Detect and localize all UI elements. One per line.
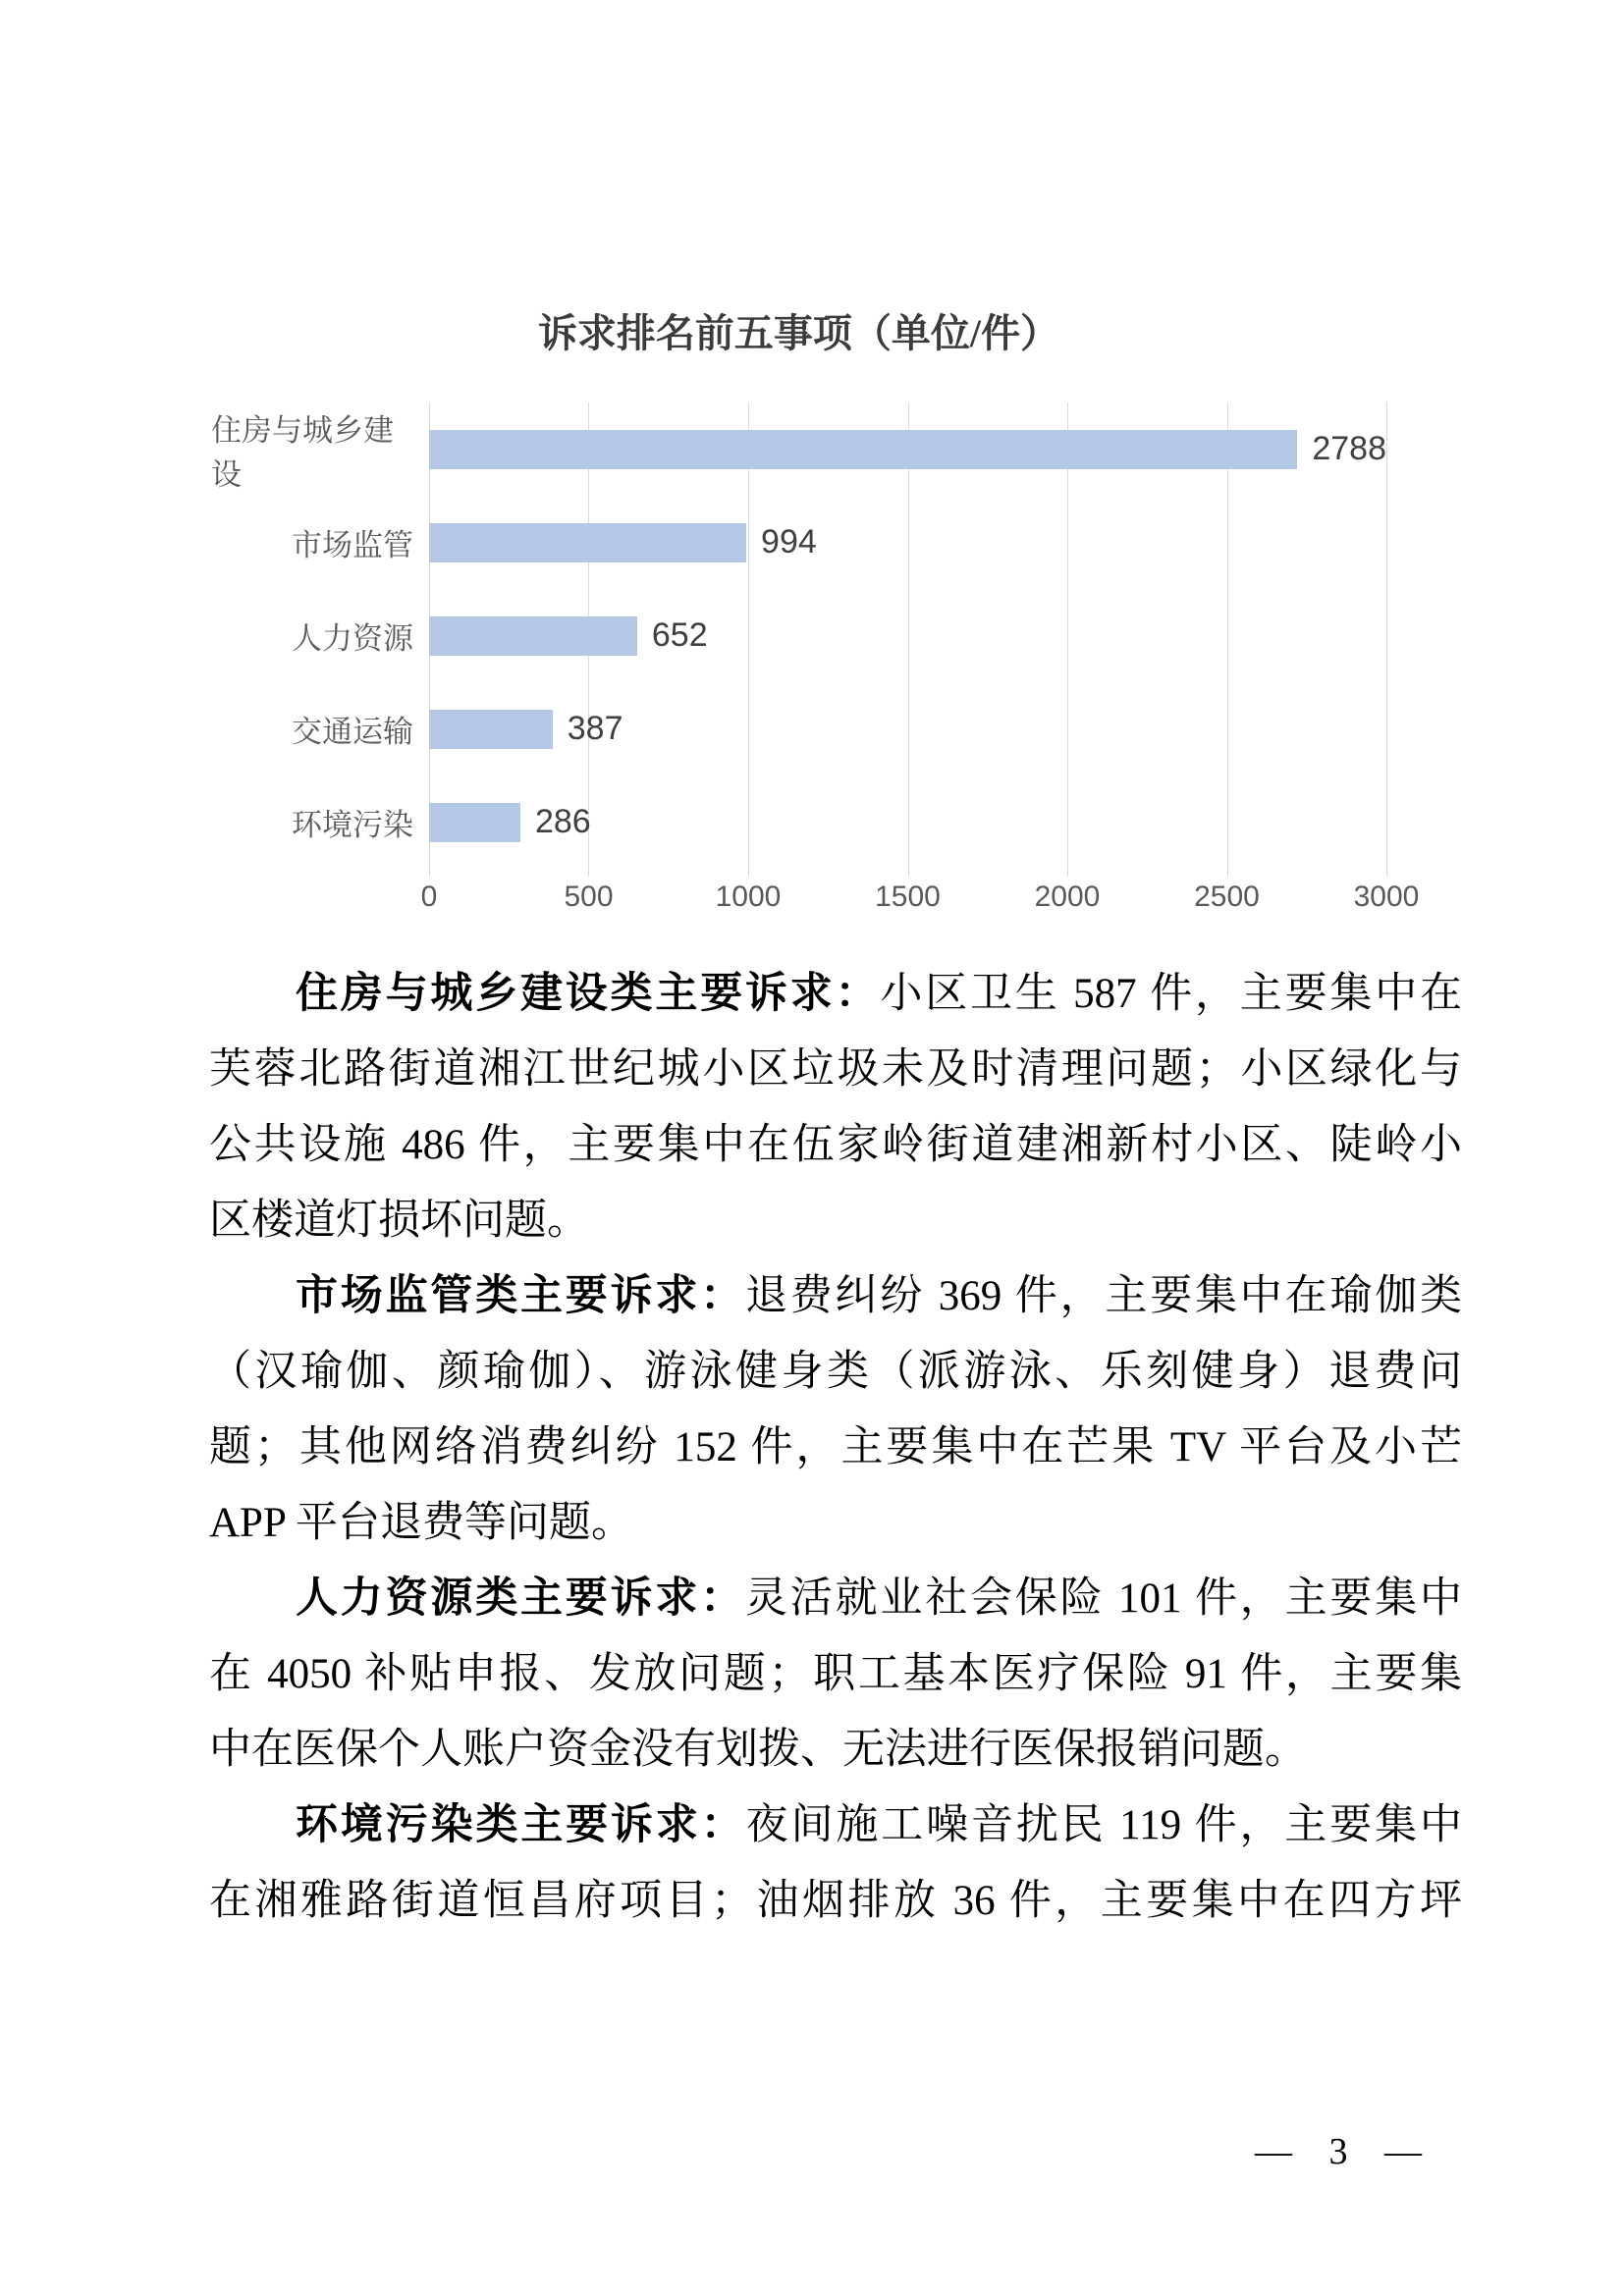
document-text	[209, 956, 1462, 1939]
paragraph-lead: 人力资源类主要诉求：	[296, 1575, 745, 1622]
bar-row	[429, 402, 1386, 496]
x-axis-tick: 1500	[875, 881, 941, 913]
text-line	[209, 956, 1462, 1032]
category-label: 交通运输	[292, 715, 413, 749]
paragraph-lead: 环境污染类主要诉求：	[296, 1801, 746, 1848]
paragraph-lead: 市场监管类主要诉求：	[296, 1272, 745, 1319]
x-axis-tick: 500	[564, 881, 614, 913]
paragraph-text: 灵活就业社会保险 101 件，主要集中	[745, 1575, 1462, 1622]
text-line: 在湘雅路街道恒昌府项目；油烟排放 36 件，主要集中在四方坪	[209, 1878, 1462, 1924]
x-axis-tick: 3000	[1353, 881, 1420, 913]
paragraph-text: 夜间施工噪音扰民 119 件，主要集中	[745, 1802, 1463, 1848]
bar-row	[429, 496, 1386, 589]
text-line	[209, 1788, 1462, 1863]
x-axis-tick: 0	[420, 881, 438, 913]
paragraph-text: 小区卫生 587 件，主要集中在	[880, 971, 1463, 1017]
x-axis-tick: 2000	[1034, 881, 1101, 913]
bar-row	[429, 682, 1386, 775]
text-line	[209, 1258, 1462, 1334]
chart-title: 诉求排名前五事项（单位/件）	[537, 311, 1060, 355]
text-line	[209, 1561, 1462, 1636]
x-axis-tick: 1000	[715, 881, 782, 913]
value-axis	[420, 881, 1420, 930]
bar-row	[429, 589, 1386, 682]
text-line: 在 4050 补贴申报、发放问题；职工基本医疗保险 91 件，主要集	[209, 1651, 1462, 1697]
text-line: （汉瑜伽、颜瑜伽）、游泳健身类（派游泳、乐刻健身）退费问	[209, 1349, 1462, 1395]
text-line: 中在医保个人账户资金没有划拨、无法进行医保报销问题。	[209, 1727, 1307, 1773]
text-line: 区楼道灯损坏问题。	[209, 1198, 589, 1244]
paragraph-text: 退费纠纷 369 件，主要集中在瑜伽类	[745, 1273, 1462, 1319]
plot-area	[429, 402, 1386, 869]
bar	[429, 616, 637, 656]
page-number: — 3 —	[1255, 2131, 1435, 2172]
bar	[429, 430, 1297, 469]
text-line: 芙蓉北路街道湘江世纪城小区垃圾未及时清理问题；小区绿化与	[209, 1046, 1462, 1093]
category-label: 人力资源	[292, 621, 413, 656]
text-line: 公共设施 486 件，主要集中在伍家岭街道建湘新村小区、陡岭小	[209, 1122, 1462, 1168]
bar-value-label: 286	[534, 803, 591, 840]
bar-row	[429, 775, 1386, 869]
bar-value-label: 994	[761, 523, 817, 561]
bar	[429, 523, 746, 562]
category-label: 住房与城乡建设	[211, 412, 394, 492]
text-line: APP 平台退费等问题。	[209, 1500, 634, 1546]
paragraph-lead: 住房与城乡建设类主要诉求：	[296, 970, 881, 1017]
chart-main	[211, 402, 1386, 869]
gridline	[1386, 402, 1387, 877]
category-axis	[211, 402, 429, 869]
category-label: 环境污染	[292, 808, 413, 842]
bar-value-label: 652	[651, 616, 708, 654]
bar	[429, 710, 553, 749]
category-label: 市场监管	[292, 528, 413, 562]
bar-value-label: 2788	[1312, 430, 1386, 467]
bar	[429, 803, 520, 842]
text-line: 题；其他网络消费纠纷 152 件，主要集中在芒果 TV 平台及小芒	[209, 1424, 1462, 1470]
x-axis-tick: 2500	[1194, 881, 1260, 913]
bar-value-label: 387	[567, 710, 623, 747]
bar-chart	[211, 309, 1420, 930]
